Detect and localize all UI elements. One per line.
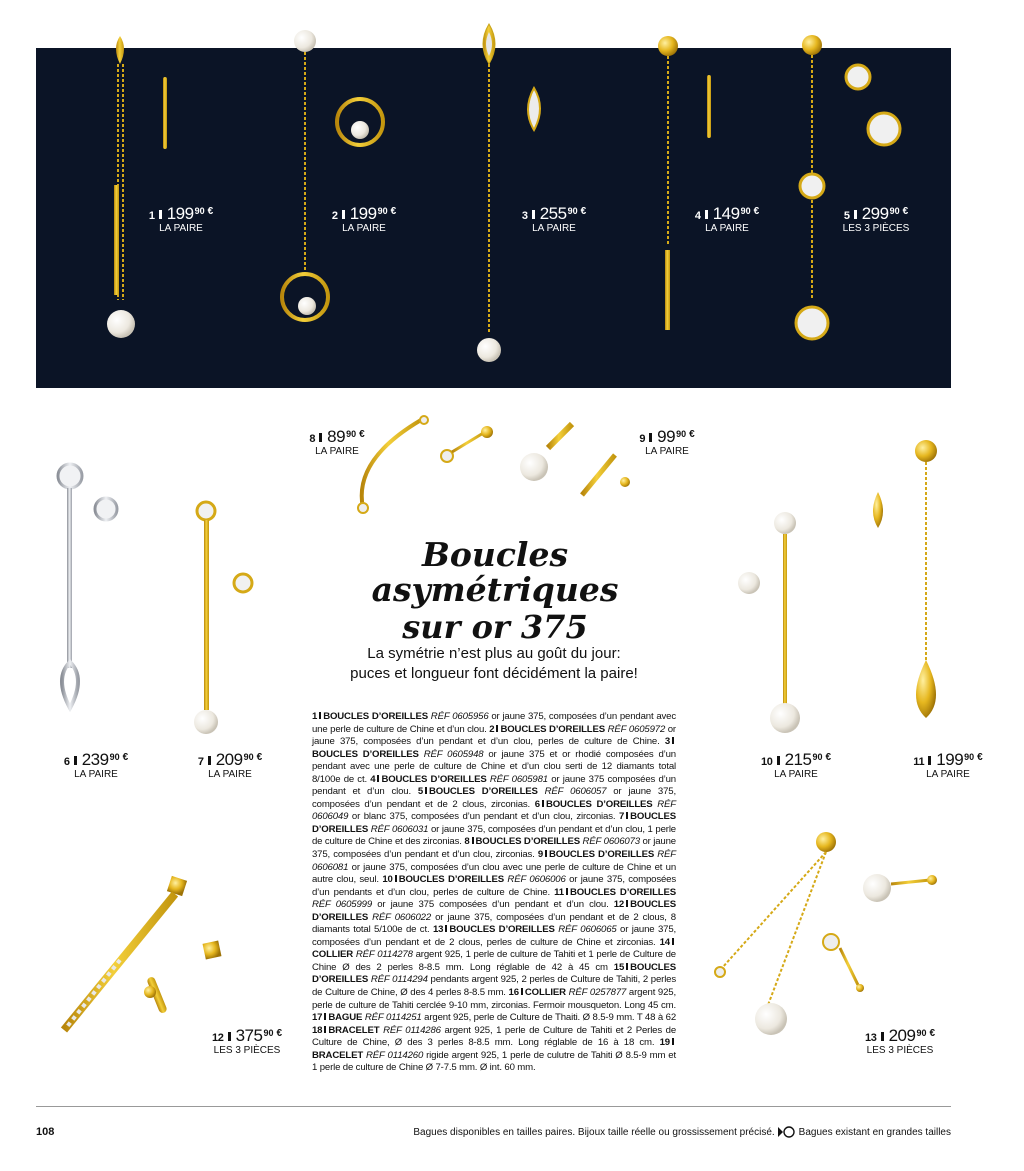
product-number: 3: [665, 736, 676, 747]
price-integer: 199: [936, 750, 964, 769]
product-details: or jaune 375, composées d’un pendants et d’un clou, perles de culture de Chine.: [312, 874, 676, 898]
price-decimal: 90: [377, 206, 388, 216]
product-details: or jaune 375, composées d’un pendant et d’un clou, perles de culture de Chine.: [312, 723, 676, 748]
product-details: or jaune 375, composées d’un pendant et de 2 clous, zirconias.: [312, 786, 676, 810]
price-tag-7: [170, 751, 290, 780]
footer-note: [413, 1126, 951, 1138]
earring-12-illustration: [64, 876, 221, 1030]
product-details: pendants argent 925, 2 perles de Culture de Tahiti, 2 perles de Culture de Chine, Ø des 4 perles 8-8.5 mm.: [312, 974, 677, 999]
price-tag-5: [821, 205, 931, 234]
price-unit: LA PAIRE: [342, 223, 386, 234]
product-details: argent 925, 1 perle de culture de Tahiti et 1 perle de Culture de Chine Ø des 2 perles 8-8.5 mm. Long réglable de 42 à 45 cm: [312, 949, 676, 973]
price-integer: 199: [166, 204, 194, 223]
earring-10-illustration: [738, 512, 800, 733]
product-number: 11: [554, 887, 570, 898]
currency: €: [753, 206, 760, 217]
page-title: [296, 535, 694, 647]
product-name: BOUCLES D’OREILLES: [381, 773, 487, 785]
product-name: BOUCLES D’OREILLES: [545, 798, 653, 810]
price-integer: 149: [712, 204, 740, 223]
currency: €: [825, 752, 832, 763]
currency: €: [580, 206, 587, 217]
currency: €: [256, 752, 263, 763]
currency: €: [122, 752, 129, 763]
currency: €: [207, 206, 214, 217]
price-integer: 255: [539, 204, 567, 223]
product-details: or jaune 375, composées d’un pendant et d’un clou, 1 perle de culture de Chine et des zirconias.: [312, 823, 676, 848]
page-title-line-1: Boucles asymétriques: [371, 535, 619, 609]
product-reference: RÉF 0605956: [430, 711, 489, 722]
price-tag-10: [736, 751, 856, 780]
product-name: BOUCLES D’OREILLES: [500, 723, 606, 735]
price-integer: 89: [327, 427, 346, 446]
product-number: 2: [489, 724, 500, 735]
product-name: BOUCLES D’OREILLES: [312, 748, 419, 760]
price-decimal: 90: [676, 429, 687, 439]
earring-13-illustration: [715, 832, 937, 1035]
product-name: BRACELET: [312, 1049, 364, 1061]
product-number: 4: [370, 774, 381, 785]
large-ring-size-icon: [778, 1126, 796, 1138]
product-reference: RÉF 0605972: [607, 723, 666, 735]
product-reference: RÉF 0605981: [489, 773, 548, 785]
product-reference: RÉF 0606006: [507, 874, 566, 886]
product-name: BOUCLES D’OREILLES: [312, 961, 676, 986]
footer-note-text: Bagues disponibles en tailles paires. Bijoux taille réelle ou grossissement précisé.: [413, 1126, 775, 1138]
footer-note-tail: Bagues existant en grandes tailles: [798, 1126, 951, 1138]
product-number: 12: [614, 899, 630, 910]
price-tag-12: [192, 1027, 302, 1056]
item-number: 7: [197, 756, 204, 768]
product-reference: RÉF 0606031: [370, 823, 429, 835]
item-number: 4: [694, 210, 701, 222]
product-reference: RÉF 0114260: [366, 1049, 424, 1061]
price-integer: 209: [888, 1026, 916, 1045]
price-tag-13: [845, 1027, 955, 1056]
product-name: BOUCLES D’OREILLES: [312, 811, 676, 835]
price-decimal: 90: [567, 206, 578, 216]
price-decimal: 90: [109, 752, 120, 762]
product-details: or jaune 375 et or rhodié composées d’un pendant avec une perle de culture de Chine et d’un clou serti de 12 diamants total 8/100e de ct.: [312, 748, 676, 785]
item-number: 11: [913, 756, 925, 768]
price-integer: 299: [861, 204, 889, 223]
price-unit: LA PAIRE: [159, 223, 203, 234]
price-tag-4: [672, 205, 782, 234]
price-integer: 215: [784, 750, 812, 769]
product-name: BOUCLES D’OREILLES: [569, 886, 676, 898]
product-number: 7: [619, 811, 630, 822]
product-number: 10: [382, 874, 398, 885]
product-number: 17: [312, 1012, 328, 1023]
price-integer: 239: [81, 750, 109, 769]
product-details: or blanc 375, composées d’un pendant et d’un clou, zirconias.: [348, 811, 619, 823]
item-number: 12: [211, 1032, 224, 1044]
product-reference: RÉF 0114251: [364, 1012, 422, 1024]
price-tag-9: [612, 428, 722, 457]
price-tag-1: [126, 205, 236, 234]
price-decimal: 90: [916, 1028, 927, 1038]
currency: €: [902, 206, 909, 217]
price-integer: 99: [657, 427, 676, 446]
product-number: 16: [509, 987, 525, 998]
product-details: or jaune 375 composées d’un pendant et d’un clou.: [312, 773, 676, 798]
price-integer: 375: [235, 1026, 263, 1045]
product-name: BOUCLES D’OREILLES: [549, 849, 655, 861]
product-details: rigide argent 925, 1 perle de culutre de Tahiti Ø 8.5-9 mm et 1 perle de culture de Chine Ø 7-7.5 mm. Ø int. 60 mm.: [312, 1049, 676, 1074]
intro-line-2: puces et longueur font décidément la paire!: [350, 665, 638, 682]
price-unit: LA PAIRE: [774, 769, 818, 780]
price-integer: 209: [215, 750, 243, 769]
item-number: 3: [521, 210, 528, 222]
product-reference: RÉF 0606073: [582, 836, 640, 848]
price-decimal: 90: [964, 752, 975, 762]
item-number: 13: [864, 1032, 877, 1044]
product-number: 14: [660, 937, 676, 948]
item-number: 1: [148, 210, 155, 222]
price-unit: LA PAIRE: [705, 223, 749, 234]
product-number: 18: [312, 1025, 328, 1036]
product-reference: RÉF 0606022: [372, 911, 432, 923]
item-number: 5: [843, 210, 850, 222]
product-number: 9: [538, 849, 549, 860]
page-number: 108: [36, 1126, 55, 1138]
currency: €: [689, 429, 695, 440]
product-details: or jaune 375, composées d’un pendant et de 2 clous, 8 diamants total 5/100e de ct.: [312, 911, 676, 936]
product-reference: RÉF 0257877: [568, 987, 627, 999]
product-name: COLLIER: [312, 949, 354, 961]
currency: €: [359, 429, 365, 440]
price-decimal: 90: [346, 429, 357, 439]
product-details: argent 925, perle de Culture de Thaiti. Ø 8.5-9 mm. T 48 à 62: [421, 1012, 677, 1024]
product-details: or jaune 375, composées d’un clou avec une perle de culture de Chine et un autre clou, seul.: [312, 861, 676, 886]
price-unit: LA PAIRE: [645, 446, 689, 457]
price-tag-8: [282, 428, 392, 457]
product-name: BOUCLES D’OREILLES: [398, 874, 505, 886]
product-reference: RÉF 0114294: [370, 974, 428, 986]
price-decimal: 90: [194, 206, 205, 216]
price-unit: LA PAIRE: [315, 446, 359, 457]
earring-6-illustration: [58, 464, 117, 708]
price-tag-11: [888, 751, 1008, 780]
price-unit: LES 3 PIÈCES: [213, 1045, 281, 1056]
product-name: BOUCLES D’OREILLES: [312, 899, 676, 923]
price-unit: LES 3 PIÈCES: [842, 223, 910, 234]
product-descriptions: [312, 711, 676, 1075]
product-number: 15: [614, 962, 630, 973]
product-reference: RÉF 0605999: [312, 899, 373, 911]
price-integer: 199: [349, 204, 377, 223]
price-decimal: 90: [740, 206, 751, 216]
currency: €: [929, 1028, 936, 1039]
product-details: or jaune 375, composées d’un pendant et de 2 clous, perles de culture de Chine et zirconias.: [312, 924, 677, 948]
earring-7-illustration: [194, 502, 252, 734]
product-name: BOUCLES D’OREILLES: [323, 711, 428, 722]
product-reference: RÉF 0606065: [558, 924, 617, 936]
price-unit: LA PAIRE: [74, 769, 118, 780]
product-number: 5: [418, 786, 429, 797]
footer-divider: [36, 1106, 951, 1107]
product-reference: RÉF 0114286: [383, 1024, 441, 1036]
earring-11-illustration: [873, 440, 937, 718]
product-details: or jaune 375, composées d’un pendant et d’un clou, zirconias.: [312, 836, 676, 861]
price-decimal: 90: [812, 752, 823, 762]
item-number: 6: [63, 756, 70, 768]
product-name: COLLIER: [524, 987, 566, 999]
price-unit: LES 3 PIÈCES: [866, 1045, 934, 1056]
price-tag-6: [36, 751, 156, 780]
item-number: 2: [331, 210, 338, 222]
product-description-item: [312, 1025, 676, 1049]
product-name: BRACELET: [328, 1024, 380, 1036]
product-number: 13: [433, 924, 449, 935]
item-number: 8: [309, 433, 316, 445]
currency: €: [390, 206, 397, 217]
product-details: argent 925, 1 perle de Culture de Tahiti et 2 Perles de Culture de Chine, Ø des 3 perles 8-8.5 mm. Long réglable de 16 à 18 cm.: [312, 1024, 677, 1049]
intro-text: [312, 644, 676, 684]
product-details: argent 925, perle de culture de Tahiti cerclée 9-10 mm, zirconias. Fermoir mousqueton. Long 45 cm.: [312, 987, 677, 1011]
price-decimal: 90: [263, 1028, 274, 1038]
product-number: 8: [464, 836, 475, 847]
intro-line-1: La symétrie n’est plus au goût du jour:: [367, 645, 621, 662]
product-reference: RÉF 0606049: [312, 798, 676, 823]
price-decimal: 90: [243, 752, 254, 762]
product-description-item: [312, 1012, 676, 1023]
price-unit: LA PAIRE: [532, 223, 576, 234]
price-unit: LA PAIRE: [926, 769, 970, 780]
price-decimal: 90: [889, 206, 900, 216]
item-number: 10: [760, 756, 773, 768]
price-tag-3: [499, 205, 609, 234]
product-details: or jaune 375, composées d’un pendant avec une perle de culture de Chine et d’un clou.: [312, 711, 676, 735]
item-number: 9: [639, 433, 646, 445]
price-tag-2: [309, 205, 419, 234]
product-name: BOUCLES D’OREILLES: [429, 786, 538, 798]
product-name: BOUCLES D’OREILLES: [475, 836, 580, 848]
product-name: BAGUE: [328, 1012, 363, 1024]
product-reference: RÉF 0605948: [423, 748, 484, 760]
product-number: 6: [535, 799, 546, 810]
product-number: 1: [312, 711, 323, 722]
product-number: 19: [660, 1037, 676, 1048]
product-reference: RÉF 0114278: [355, 949, 413, 961]
product-reference: RÉF 0606081: [312, 849, 676, 873]
price-unit: LA PAIRE: [208, 769, 252, 780]
currency: €: [276, 1028, 283, 1039]
product-name: BOUCLES D’OREILLES: [449, 924, 555, 936]
product-details: or jaune 375 composées d’un pendant et d’un clou.: [372, 899, 614, 911]
page-title-line-2: sur or 375: [402, 608, 588, 647]
product-reference: RÉF 0606057: [544, 786, 607, 798]
currency: €: [977, 752, 983, 763]
